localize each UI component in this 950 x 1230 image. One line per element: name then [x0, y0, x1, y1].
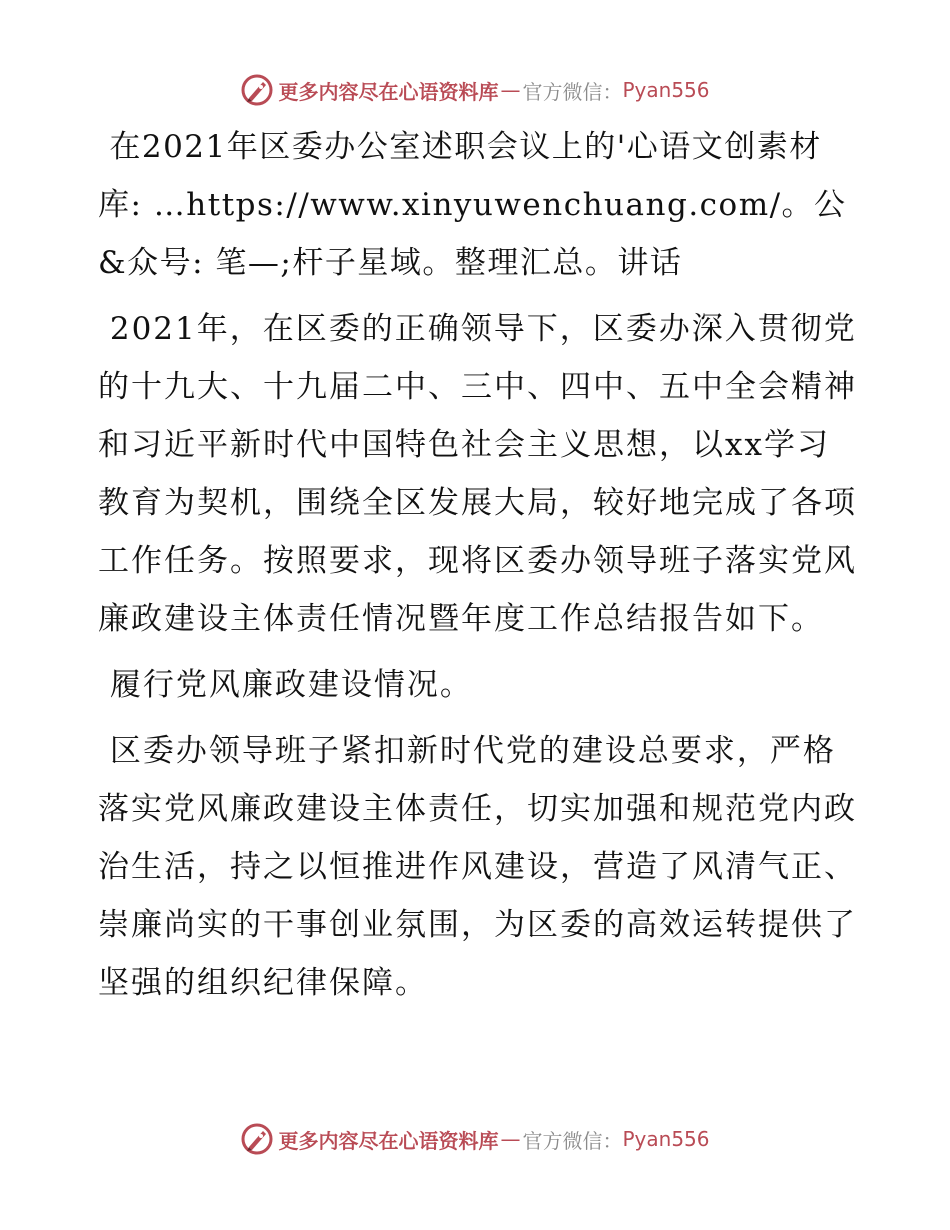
body-paragraph-detail: 区委办领导班子紧扣新时代党的建设总要求，严格落实党风廉政建设主体责任，切实加强和规范党内政治生活，持之以恒推进作风建设，营造了风清气正、崇廉尚实的干事创业氛围，为区委的高效运转提供了坚强的组织纪律保障。 [98, 733, 857, 1001]
pen-logo-icon [240, 73, 274, 107]
footer-watermark [0, 1117, 950, 1161]
header-watermark [0, 68, 950, 112]
pen-logo-icon [240, 1122, 274, 1156]
section-heading: 履行党风廉政建设情况。 [98, 667, 473, 703]
watermark-dash: — [500, 78, 521, 102]
watermark-contact-label: 官方微信： [522, 79, 623, 104]
document-title-paragraph: 在2021年区委办公室述职会议上的'心语文创素材库: …https://www.xinyuwenchuang.com/。公&众号: 笔—;杆子星域。整理汇总。讲话 [98, 129, 847, 281]
watermark-brand-text: 更多内容尽在心语资料库 [278, 79, 499, 104]
watermark-contact-label: 官方微信： [522, 1128, 623, 1153]
watermark-dash: — [500, 1127, 521, 1151]
watermark-contact-id: Pyan556 [622, 1127, 710, 1151]
watermark-contact-id: Pyan556 [622, 78, 710, 102]
body-paragraph-intro: 2021年，在区委的正确领导下，区委办深入贯彻党的十九大、十九届二中、三中、四中、五中全会精神和习近平新时代中国特色社会主义思想，以xx学习教育为契机，围绕全区发展大局，较好地完成了各项工作任务。按照要求，现将区委办领导班子落实党风廉政建设主体责任情况暨年度工作总结报告如下。 [98, 311, 857, 637]
document-body [98, 118, 858, 1020]
watermark-brand-text: 更多内容尽在心语资料库 [278, 1128, 499, 1153]
